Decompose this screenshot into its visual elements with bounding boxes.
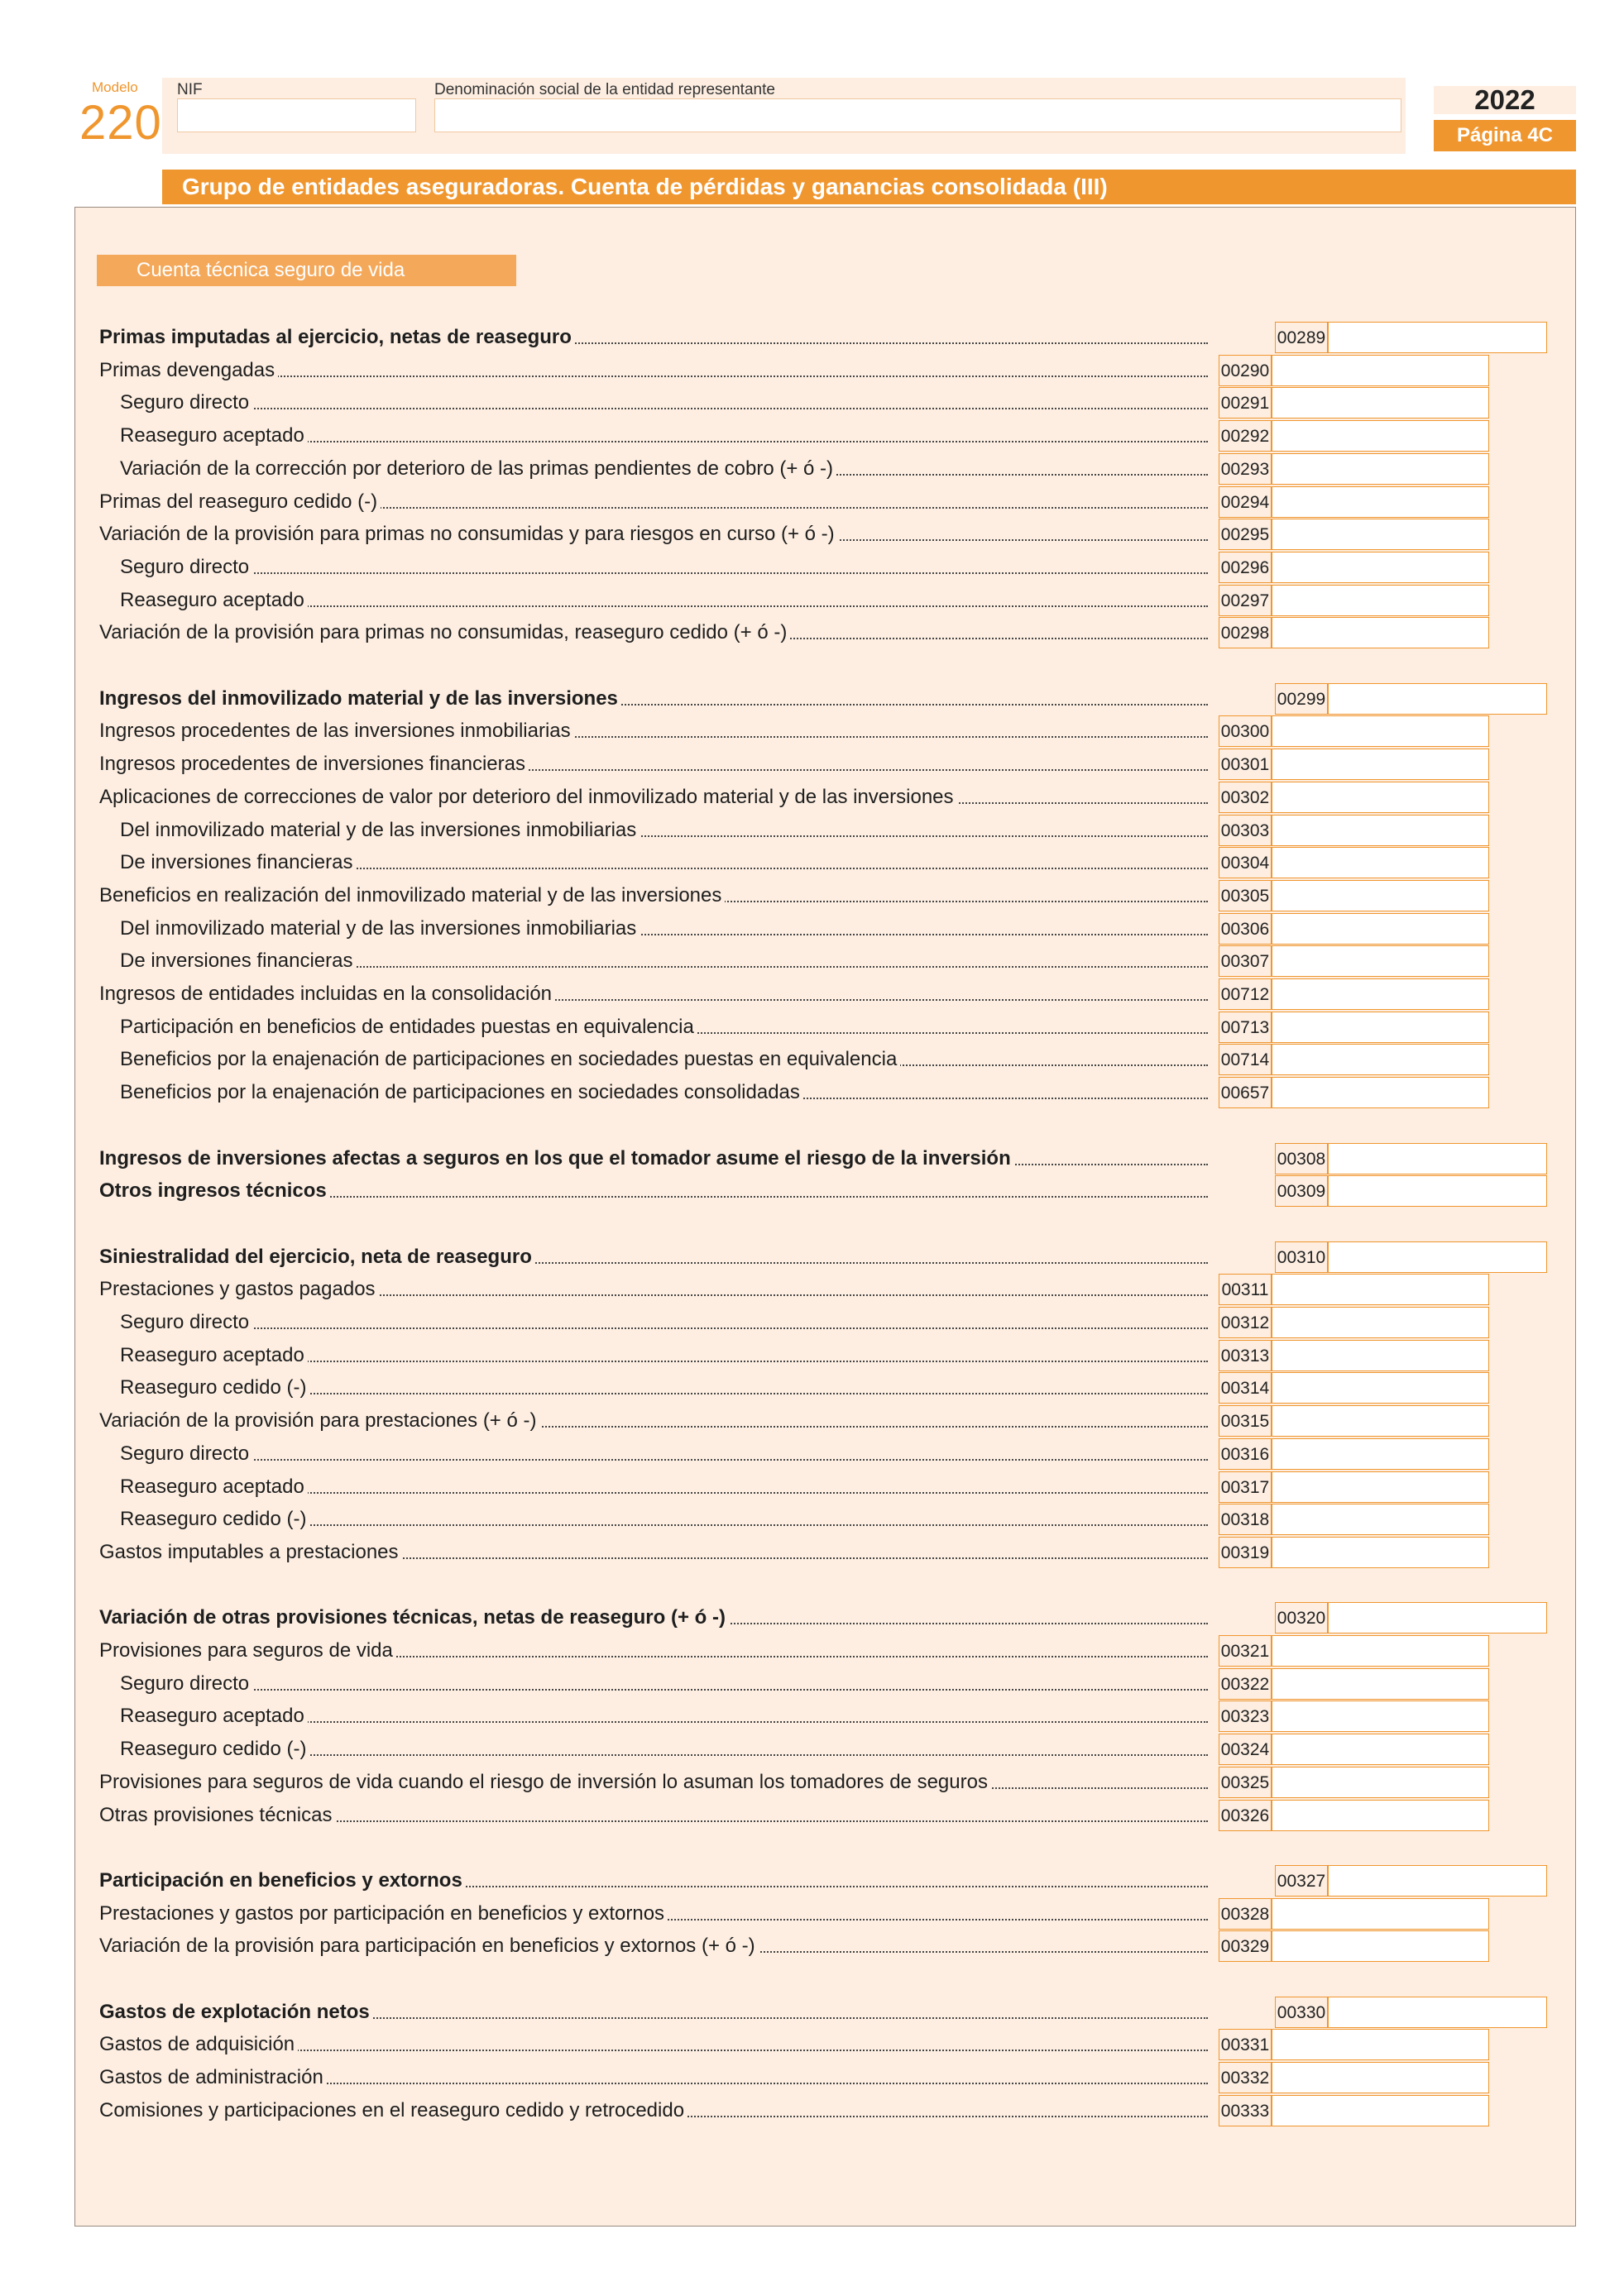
amount-field-00319[interactable] xyxy=(1272,1537,1489,1568)
row-label-wrap xyxy=(99,1635,1208,1667)
row-label-wrap xyxy=(99,1405,1208,1437)
amount-field-00300[interactable] xyxy=(1272,715,1489,747)
amount-field-00330[interactable] xyxy=(1328,1997,1547,2028)
row-label: Gastos de administración xyxy=(99,2066,327,2088)
amount-field-00292[interactable] xyxy=(1272,420,1489,452)
row-label: Seguro directo xyxy=(99,391,252,414)
row-label: Seguro directo xyxy=(99,1311,252,1333)
row-label-wrap xyxy=(99,978,1208,1010)
row-label-wrap xyxy=(99,1175,1208,1207)
row-label-wrap xyxy=(99,683,1208,715)
box-code: 00298 xyxy=(1219,617,1272,648)
row-label-wrap xyxy=(99,1471,1208,1503)
box-code: 00322 xyxy=(1219,1668,1272,1700)
row-label: Gastos de explotación netos xyxy=(99,2001,373,2023)
row-label: Beneficios por la enajenación de participaciones en sociedades puestas en equivalencia xyxy=(99,1048,900,1070)
box-code: 00325 xyxy=(1219,1767,1272,1798)
row-label-wrap xyxy=(99,1602,1208,1634)
row-label: Del inmovilizado material y de las inversiones inmobiliarias xyxy=(99,819,640,841)
amount-field-00303[interactable] xyxy=(1272,815,1489,846)
amount-field-00294[interactable] xyxy=(1272,486,1489,518)
box-code: 00305 xyxy=(1219,880,1272,911)
amount-field-00322[interactable] xyxy=(1272,1668,1489,1700)
box-code: 00714 xyxy=(1219,1044,1272,1075)
form-title: Grupo de entidades aseguradoras. Cuenta de pérdidas y ganancias consolidada (III) xyxy=(162,170,1576,204)
row-label: Variación de la corrección por deterioro de las primas pendientes de cobro (+ ó -) xyxy=(99,457,836,480)
box-code: 00327 xyxy=(1275,1865,1328,1897)
box-code: 00311 xyxy=(1219,1274,1272,1305)
box-code: 00306 xyxy=(1219,913,1272,945)
page-badge: Página 4C xyxy=(1434,120,1576,151)
row-label: Reaseguro aceptado xyxy=(99,1344,308,1366)
denominacion-label: Denominación social de la entidad representante xyxy=(434,81,775,98)
box-code: 00712 xyxy=(1219,978,1272,1010)
row-label: Variación de la provisión para primas no consumidas y para riesgos en curso (+ ó -) xyxy=(99,523,838,545)
row-label-wrap xyxy=(99,1274,1208,1305)
amount-field-00332[interactable] xyxy=(1272,2062,1489,2093)
box-code: 00317 xyxy=(1219,1471,1272,1503)
row-label: Participación en beneficios y extornos xyxy=(99,1869,466,1892)
row-label: Variación de la provisión para primas no consumidas, reaseguro cedido (+ ó -) xyxy=(99,621,790,643)
box-code: 00657 xyxy=(1219,1077,1272,1108)
row-label-wrap xyxy=(99,617,1208,648)
amount-field-00290[interactable] xyxy=(1272,355,1489,386)
box-code: 00713 xyxy=(1219,1012,1272,1043)
box-code: 00303 xyxy=(1219,815,1272,846)
amount-field-00320[interactable] xyxy=(1328,1602,1547,1634)
box-code: 00313 xyxy=(1219,1340,1272,1371)
amount-field-00331[interactable] xyxy=(1272,2029,1489,2060)
row-label-wrap xyxy=(99,1767,1208,1798)
amount-field-00333[interactable] xyxy=(1272,2095,1489,2126)
box-code: 00332 xyxy=(1219,2062,1272,2093)
amount-field-00316[interactable] xyxy=(1272,1438,1489,1470)
box-code: 00291 xyxy=(1219,387,1272,419)
box-code: 00309 xyxy=(1275,1175,1328,1207)
row-label-wrap xyxy=(99,1372,1208,1404)
row-label: Ingresos de inversiones afectas a seguros en los que el tomador asume el riesgo de la inversión xyxy=(99,1147,1014,1170)
dot-leader xyxy=(99,1327,1208,1329)
row-label: Gastos imputables a prestaciones xyxy=(99,1541,402,1563)
box-code: 00296 xyxy=(1219,552,1272,583)
box-code: 00319 xyxy=(1219,1537,1272,1568)
row-label-wrap xyxy=(99,2062,1208,2093)
row-label: Primas imputadas al ejercicio, netas de reaseguro xyxy=(99,326,575,348)
box-code: 00304 xyxy=(1219,847,1272,878)
amount-field-00326[interactable] xyxy=(1272,1800,1489,1831)
amount-field-00314[interactable] xyxy=(1272,1372,1489,1404)
box-code: 00318 xyxy=(1219,1504,1272,1535)
amount-field-00305[interactable] xyxy=(1272,880,1489,911)
row-label: Variación de la provisión para participación en beneficios y extornos (+ ó -) xyxy=(99,1935,759,1957)
amount-field-00313[interactable] xyxy=(1272,1340,1489,1371)
row-label-wrap xyxy=(99,552,1208,583)
box-code: 00308 xyxy=(1275,1143,1328,1174)
amount-field-00712[interactable] xyxy=(1272,978,1489,1010)
amount-field-00328[interactable] xyxy=(1272,1898,1489,1930)
box-code: 00289 xyxy=(1275,322,1328,353)
row-label-wrap xyxy=(99,913,1208,945)
row-label-wrap xyxy=(99,1077,1208,1108)
row-label-wrap xyxy=(99,1668,1208,1700)
row-label: Seguro directo xyxy=(99,1442,252,1465)
amount-field-00302[interactable] xyxy=(1272,782,1489,813)
amount-field-00315[interactable] xyxy=(1272,1405,1489,1437)
box-code: 00293 xyxy=(1219,453,1272,485)
row-label: Prestaciones y gastos por participación en beneficios y extornos xyxy=(99,1902,668,1925)
row-label-wrap xyxy=(99,1340,1208,1371)
amount-field-00308[interactable] xyxy=(1328,1143,1547,1174)
amount-field-00304[interactable] xyxy=(1272,847,1489,878)
amount-field-00297[interactable] xyxy=(1272,585,1489,616)
row-label-wrap xyxy=(99,1537,1208,1568)
row-label: Prestaciones y gastos pagados xyxy=(99,1278,379,1300)
row-label: Gastos de adquisición xyxy=(99,2033,298,2055)
amount-field-00295[interactable] xyxy=(1272,519,1489,550)
box-code: 00333 xyxy=(1219,2095,1272,2126)
denominacion-field[interactable] xyxy=(434,98,1401,132)
row-label: Primas devengadas xyxy=(99,359,278,381)
row-label: Beneficios por la enajenación de participaciones en sociedades consolidadas xyxy=(99,1081,803,1103)
row-label-wrap xyxy=(99,1898,1208,1930)
amount-field-00323[interactable] xyxy=(1272,1700,1489,1732)
amount-field-00309[interactable] xyxy=(1328,1175,1547,1207)
row-label: Seguro directo xyxy=(99,556,252,578)
dot-leader xyxy=(99,572,1208,574)
row-label: Ingresos procedentes de las inversiones inmobiliarias xyxy=(99,720,574,742)
amount-field-00306[interactable] xyxy=(1272,913,1489,945)
row-label-wrap xyxy=(99,1044,1208,1075)
row-label-wrap xyxy=(99,1307,1208,1338)
box-code: 00307 xyxy=(1219,945,1272,977)
amount-field-00293[interactable] xyxy=(1272,453,1489,485)
dot-leader xyxy=(99,408,1208,409)
row-label-wrap xyxy=(99,355,1208,386)
modelo-number: 220 xyxy=(79,96,162,150)
row-label-wrap xyxy=(99,2095,1208,2126)
row-label: Provisiones para seguros de vida cuando el riesgo de inversión lo asuman los tomadores de seguros xyxy=(99,1771,991,1793)
row-label: Reaseguro aceptado xyxy=(99,424,308,447)
box-code: 00321 xyxy=(1219,1635,1272,1667)
row-label-wrap xyxy=(99,1997,1208,2028)
row-label-wrap xyxy=(99,486,1208,518)
amount-field-00317[interactable] xyxy=(1272,1471,1489,1503)
row-label-wrap xyxy=(99,880,1208,911)
amount-field-00714[interactable] xyxy=(1272,1044,1489,1075)
row-label: De inversiones financieras xyxy=(99,851,356,873)
row-label-wrap xyxy=(99,2029,1208,2060)
box-code: 00314 xyxy=(1219,1372,1272,1404)
row-label: Reaseguro cedido (-) xyxy=(99,1508,309,1530)
row-label: Ingresos de entidades incluidas en la consolidación xyxy=(99,983,555,1005)
nif-label: NIF xyxy=(177,81,203,98)
row-label: Siniestralidad del ejercicio, neta de reaseguro xyxy=(99,1246,535,1268)
row-label-wrap xyxy=(99,782,1208,813)
amount-field-00321[interactable] xyxy=(1272,1635,1489,1667)
box-code: 00324 xyxy=(1219,1734,1272,1765)
amount-field-00318[interactable] xyxy=(1272,1504,1489,1535)
box-code: 00295 xyxy=(1219,519,1272,550)
amount-field-00307[interactable] xyxy=(1272,945,1489,977)
row-label: Aplicaciones de correcciones de valor por deterioro del inmovilizado material y de las inversiones xyxy=(99,786,957,808)
box-code: 00302 xyxy=(1219,782,1272,813)
amount-field-00291[interactable] xyxy=(1272,387,1489,419)
box-code: 00320 xyxy=(1275,1602,1328,1634)
box-code: 00301 xyxy=(1219,749,1272,780)
row-label-wrap xyxy=(99,1241,1208,1273)
amount-field-00296[interactable] xyxy=(1272,552,1489,583)
amount-field-00310[interactable] xyxy=(1328,1241,1547,1273)
row-label-wrap xyxy=(99,387,1208,419)
row-label: Reaseguro aceptado xyxy=(99,589,308,611)
row-label-wrap xyxy=(99,815,1208,846)
row-label: Reaseguro aceptado xyxy=(99,1476,308,1498)
row-label: Otras provisiones técnicas xyxy=(99,1804,335,1826)
row-label: Otros ingresos técnicos xyxy=(99,1179,330,1202)
box-code: 00326 xyxy=(1219,1800,1272,1831)
row-label-wrap xyxy=(99,453,1208,485)
row-label-wrap xyxy=(99,945,1208,977)
box-code: 00310 xyxy=(1275,1241,1328,1273)
amount-field-00325[interactable] xyxy=(1272,1767,1489,1798)
row-label: Reaseguro cedido (-) xyxy=(99,1376,309,1399)
box-code: 00330 xyxy=(1275,1997,1328,2028)
amount-field-00289[interactable] xyxy=(1328,322,1547,353)
row-label-wrap xyxy=(99,1800,1208,1831)
row-label-wrap xyxy=(99,1438,1208,1470)
row-label-wrap xyxy=(99,1734,1208,1765)
row-label-wrap xyxy=(99,585,1208,616)
modelo-label: Modelo xyxy=(92,79,138,95)
box-code: 00323 xyxy=(1219,1700,1272,1732)
amount-field-00657[interactable] xyxy=(1272,1077,1489,1108)
dot-leader xyxy=(99,1459,1208,1461)
box-code: 00294 xyxy=(1219,486,1272,518)
amount-field-00327[interactable] xyxy=(1328,1865,1547,1897)
box-code: 00299 xyxy=(1275,683,1328,715)
row-label-wrap xyxy=(99,1012,1208,1043)
box-code: 00297 xyxy=(1219,585,1272,616)
amount-field-00298[interactable] xyxy=(1272,617,1489,648)
section-tab: Cuenta técnica seguro de vida xyxy=(97,255,516,286)
row-label-wrap xyxy=(99,749,1208,780)
box-code: 00329 xyxy=(1219,1930,1272,1962)
row-label-wrap xyxy=(99,715,1208,747)
row-label-wrap xyxy=(99,1143,1208,1174)
row-label-wrap xyxy=(99,322,1208,353)
box-code: 00331 xyxy=(1219,2029,1272,2060)
row-label: Beneficios en realización del inmovilizado material y de las inversiones xyxy=(99,884,725,906)
row-label: Primas del reaseguro cedido (-) xyxy=(99,490,381,513)
row-label: Ingresos del inmovilizado material y de las inversiones xyxy=(99,687,621,710)
nif-field[interactable] xyxy=(177,98,416,132)
box-code: 00315 xyxy=(1219,1405,1272,1437)
row-label-wrap xyxy=(99,1865,1208,1897)
row-label-wrap xyxy=(99,519,1208,550)
row-label-wrap xyxy=(99,1504,1208,1535)
dot-leader xyxy=(99,1689,1208,1691)
row-label: Reaseguro cedido (-) xyxy=(99,1738,309,1760)
amount-field-00311[interactable] xyxy=(1272,1274,1489,1305)
row-label-wrap xyxy=(99,420,1208,452)
row-label-wrap xyxy=(99,847,1208,878)
amount-field-00312[interactable] xyxy=(1272,1307,1489,1338)
box-code: 00316 xyxy=(1219,1438,1272,1470)
row-label: Variación de otras provisiones técnicas, netas de reaseguro (+ ó -) xyxy=(99,1606,729,1629)
row-label: Comisiones y participaciones en el reaseguro cedido y retrocedido xyxy=(99,2099,687,2121)
amount-field-00329[interactable] xyxy=(1272,1930,1489,1962)
row-label: Provisiones para seguros de vida xyxy=(99,1639,396,1662)
row-label: De inversiones financieras xyxy=(99,949,356,972)
row-label: Seguro directo xyxy=(99,1672,252,1695)
row-label: Participación en beneficios de entidades puestas en equivalencia xyxy=(99,1016,697,1038)
box-code: 00290 xyxy=(1219,355,1272,386)
row-label: Reaseguro aceptado xyxy=(99,1705,308,1727)
row-label: Del inmovilizado material y de las inversiones inmobiliarias xyxy=(99,917,640,940)
row-label-wrap xyxy=(99,1700,1208,1732)
amount-field-00301[interactable] xyxy=(1272,749,1489,780)
box-code: 00312 xyxy=(1219,1307,1272,1338)
box-code: 00292 xyxy=(1219,420,1272,452)
year-badge: 2022 xyxy=(1434,86,1576,114)
amount-field-00324[interactable] xyxy=(1272,1734,1489,1765)
amount-field-00299[interactable] xyxy=(1328,683,1547,715)
amount-field-00713[interactable] xyxy=(1272,1012,1489,1043)
row-label-wrap xyxy=(99,1930,1208,1962)
box-code: 00328 xyxy=(1219,1898,1272,1930)
row-label: Ingresos procedentes de inversiones financieras xyxy=(99,753,529,775)
box-code: 00300 xyxy=(1219,715,1272,747)
row-label: Variación de la provisión para prestaciones (+ ó -) xyxy=(99,1409,540,1432)
